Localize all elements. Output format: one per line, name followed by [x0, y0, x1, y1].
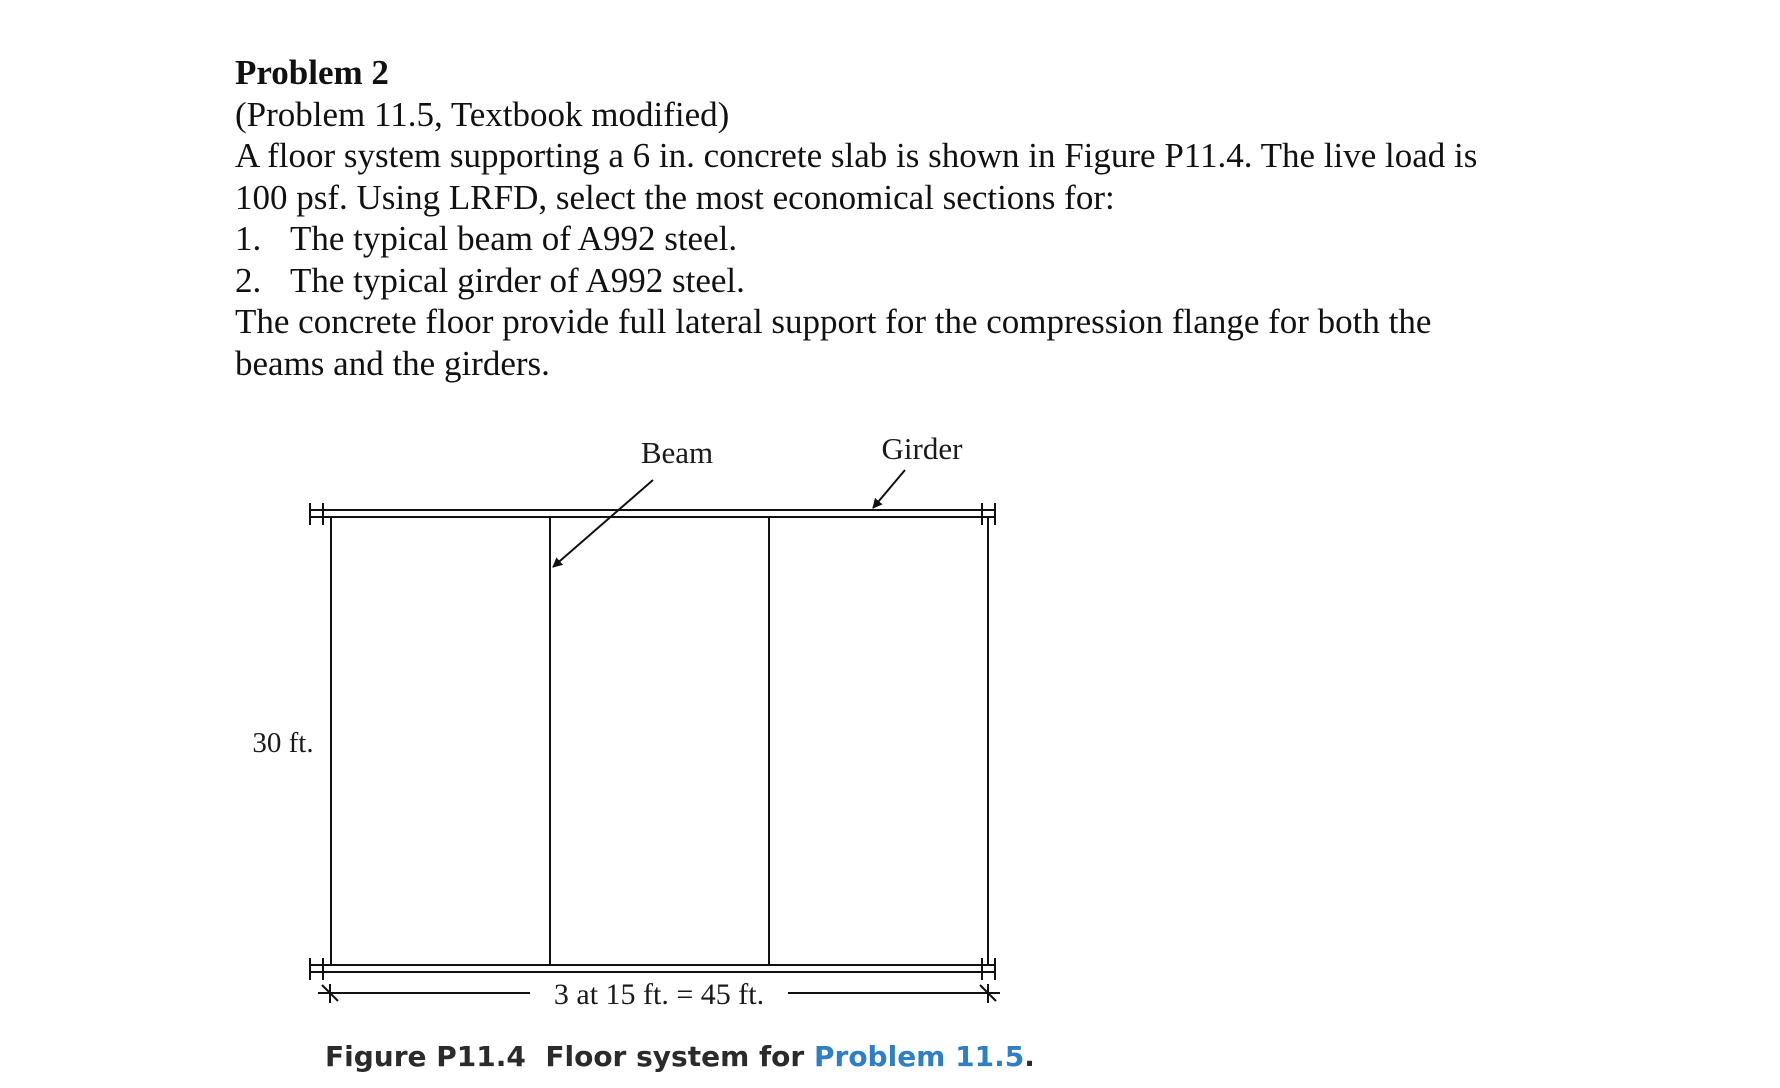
caption-problem-link[interactable]: Problem 11.5: [813, 1040, 1025, 1073]
girder-label: Girder: [881, 431, 963, 466]
list-item-text: The typical beam of A992 steel.: [290, 219, 738, 258]
girder-leader-arrow: [873, 470, 905, 508]
figure-caption: [325, 1040, 1035, 1073]
problem-note-line2: beams and the girders.: [235, 343, 550, 383]
list-item-number: 2.: [235, 260, 262, 300]
problem-note-line1: The concrete floor provide full lateral support for the compression flange for both the: [235, 302, 1432, 341]
problem-source: (Problem 11.5, Textbook modified): [235, 94, 730, 134]
beam-label: Beam: [640, 435, 714, 470]
height-dimension-label: 30 ft.: [252, 727, 314, 759]
bottom-girder: [310, 958, 995, 980]
caption-period: .: [1024, 1040, 1035, 1073]
beam-leader-arrow: [553, 480, 653, 567]
caption-text: Floor system for: [545, 1040, 805, 1073]
problem-intro-line2: 100 psf. Using LRFD, select the most economical sections for:: [235, 177, 1115, 217]
beams: [331, 517, 988, 965]
problem-title: Problem 2: [235, 53, 389, 92]
width-dimension-label: 3 at 15 ft. = 45 ft.: [553, 978, 765, 1011]
list-item-text: The typical girder of A992 steel.: [290, 260, 745, 300]
problem-intro-line1: A floor system supporting a 6 in. concrete slab is shown in Figure P11.4. The live load is: [235, 136, 1478, 175]
list-item-number: 1.: [235, 219, 262, 258]
caption-figure-number: Figure P11.4: [325, 1040, 526, 1073]
top-girder: [310, 503, 995, 525]
